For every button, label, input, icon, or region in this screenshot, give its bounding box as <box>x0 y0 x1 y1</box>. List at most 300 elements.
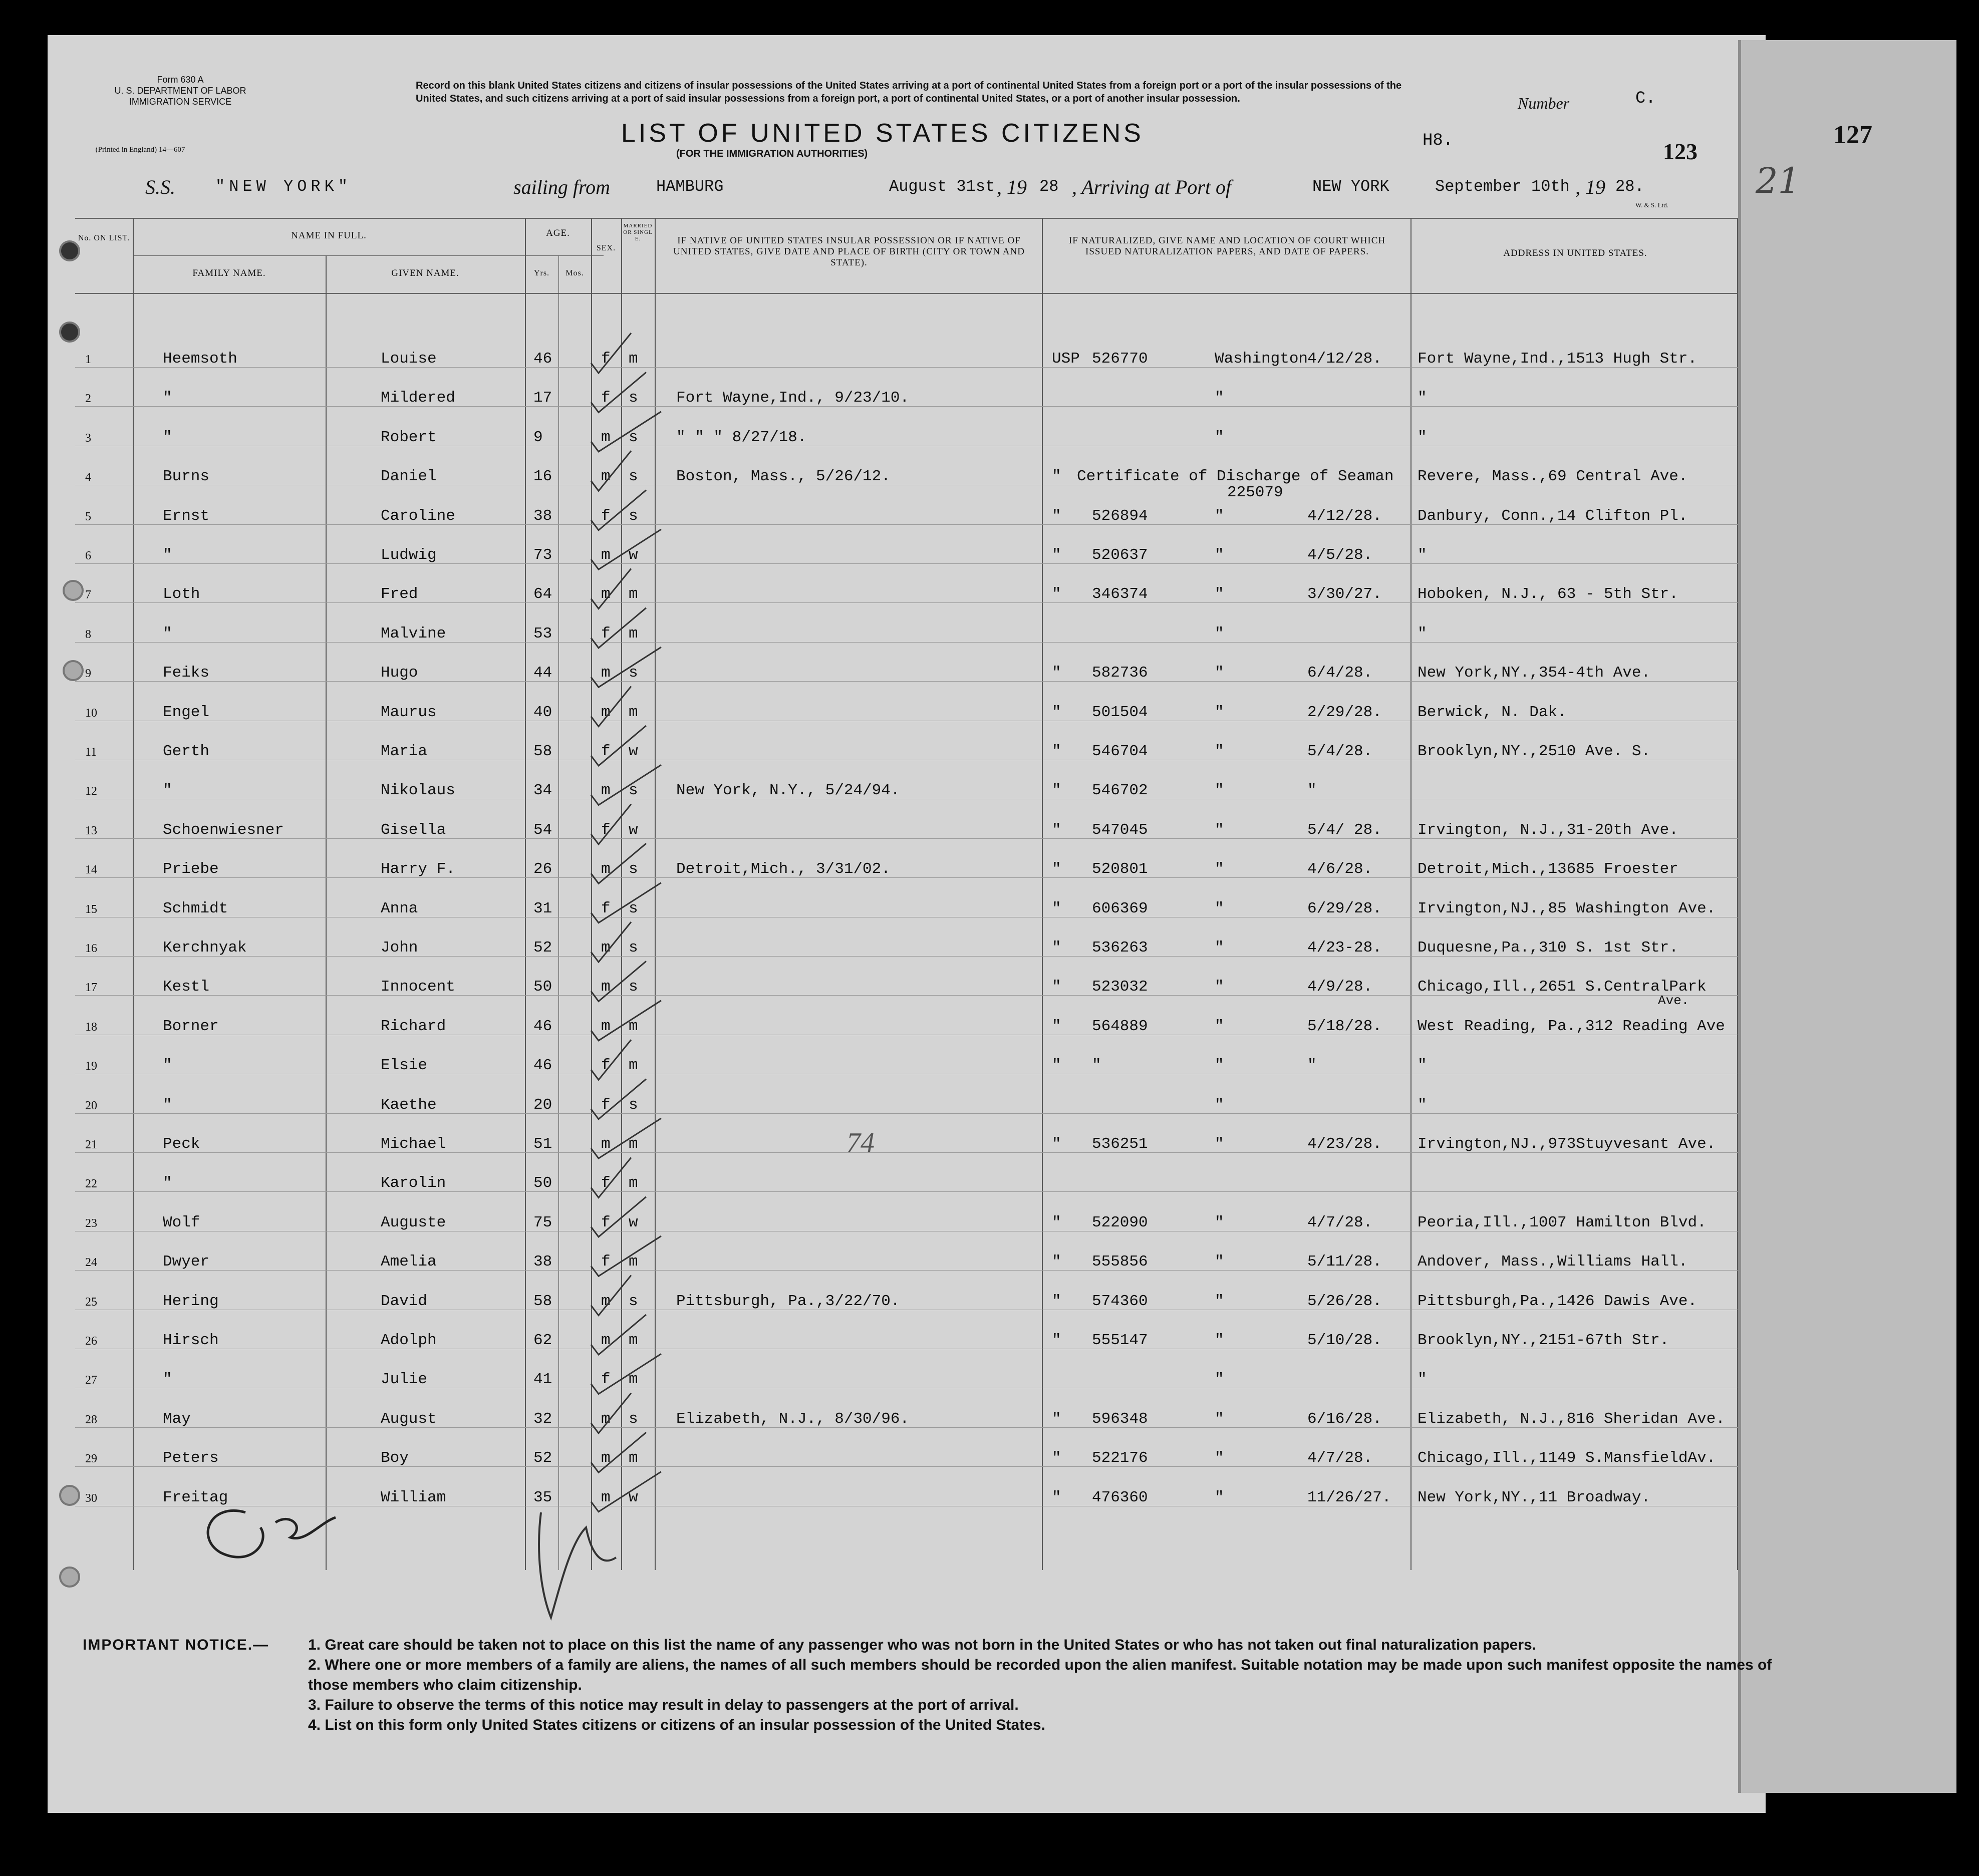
cell-no: 28 <box>85 1413 97 1426</box>
cell-age: 52 <box>533 1449 552 1467</box>
cell-nat-c: " <box>1215 1449 1224 1467</box>
cell-nat-a: " <box>1052 664 1061 682</box>
form-number: Form 630 A <box>157 75 204 85</box>
cell-nat-a: " <box>1052 1292 1061 1310</box>
cell-nat-a: " <box>1052 507 1061 525</box>
cell-no: 1 <box>85 353 91 366</box>
notice-items <box>308 1635 1786 1735</box>
cell-age: 64 <box>533 585 552 603</box>
cell-sex: m <box>601 978 611 996</box>
binder-hole <box>59 1485 80 1506</box>
table-row <box>75 682 1738 721</box>
table-row <box>75 1113 1738 1152</box>
cell-nat-d: 5/10/28. <box>1307 1332 1382 1349</box>
cell-age: 17 <box>533 389 552 407</box>
cell-address: Duquesne,Pa.,310 S. 1st Str. <box>1418 939 1678 957</box>
cell-no: 15 <box>85 902 97 916</box>
department-name: U. S. DEPARTMENT OF LABOR <box>114 86 246 96</box>
cell-sex: m <box>601 703 611 721</box>
cell-ms: m <box>629 703 638 721</box>
cell-ms: m <box>629 1017 638 1035</box>
table-row <box>75 407 1738 446</box>
cell-nat-a: " <box>1052 860 1061 878</box>
col-header-mos: Mos. <box>566 269 584 277</box>
cell-nat-d: 2/29/28. <box>1307 703 1382 721</box>
cell-sex: m <box>601 1449 611 1467</box>
cell-nat-b: 536263 <box>1092 939 1148 957</box>
cell-nat-c: " <box>1215 546 1224 564</box>
cell-given: Malvine <box>381 624 446 643</box>
table-row <box>75 956 1738 1009</box>
cell-birth: Elizabeth, N.J., 8/30/96. <box>676 1410 910 1428</box>
cell-nat-d: 4/6/28. <box>1307 860 1373 878</box>
cell-nat-b: 520637 <box>1092 546 1148 564</box>
table-row <box>75 524 1738 563</box>
cell-family: Hering <box>163 1292 219 1310</box>
page-subtitle: (FOR THE IMMIGRATION AUTHORITIES) <box>676 148 868 159</box>
cell-family: Schmidt <box>163 899 228 917</box>
cell-address: " <box>1418 624 1427 643</box>
port-from: HAMBURG <box>656 177 724 196</box>
cell-nat-b: 523032 <box>1092 978 1148 996</box>
cell-given: Louise <box>381 350 437 368</box>
col-header-address: ADDRESS IN UNITED STATES. <box>1503 248 1647 258</box>
cell-family: Hirsch <box>163 1332 219 1349</box>
cell-address: West Reading, Pa.,312 Reading Ave <box>1418 1017 1725 1035</box>
cell-age: 38 <box>533 1253 552 1271</box>
cell-nat-b: 526894 <box>1092 507 1148 525</box>
col-header-age: AGE. <box>546 228 570 238</box>
table-row <box>75 878 1738 917</box>
table-row <box>75 799 1738 838</box>
cell-age: 50 <box>533 1174 552 1192</box>
cell-nat-c: " <box>1215 703 1224 721</box>
cell-family: " <box>163 624 172 643</box>
check-mark <box>591 333 631 373</box>
cell-sex: m <box>601 468 611 486</box>
col-header-no: No. ON LIST. <box>78 234 130 242</box>
printer-mark: W. & S. Ltd. <box>1635 201 1668 209</box>
cell-sex: m <box>601 664 611 682</box>
table-row <box>75 996 1738 1035</box>
cell-family: " <box>163 546 172 564</box>
cell-no: 12 <box>85 785 97 798</box>
cell-no: 23 <box>85 1216 97 1230</box>
check-mark <box>591 529 661 569</box>
cell-nat-c: " <box>1215 1488 1224 1506</box>
cell-no: 9 <box>85 667 91 681</box>
cell-ms: s <box>629 939 638 957</box>
handwritten-mark: 21 <box>1756 160 1801 201</box>
cell-family: " <box>163 1371 172 1389</box>
check-mark <box>591 1393 631 1433</box>
cell-family: Peck <box>163 1135 200 1153</box>
page-title: LIST OF UNITED STATES CITIZENS <box>621 119 1144 148</box>
cell-sex: f <box>601 1253 611 1271</box>
check-mark <box>591 568 631 608</box>
check-mark <box>591 490 646 530</box>
notice-item: 1. Great care should be taken not to place on this list the name of any passenger who was not born in the United States or who has not taken out final naturalization papers. <box>308 1637 1537 1653</box>
cell-sex: m <box>601 782 611 800</box>
cell-address: Chicago,Ill.,2651 S.CentralPark <box>1418 978 1707 996</box>
cell-family: Ernst <box>163 507 210 525</box>
cell-nat-a: " <box>1052 899 1061 917</box>
cell-nat-c: " <box>1215 507 1224 525</box>
table-row <box>75 838 1738 877</box>
cell-ms: s <box>629 1096 638 1114</box>
cell-given: Maurus <box>381 703 437 721</box>
cell-age: 26 <box>533 860 552 878</box>
page-number: 123 <box>1663 139 1698 164</box>
year-sailed-prefix: , 19 <box>997 176 1027 198</box>
cell-family: Peters <box>163 1449 219 1467</box>
cell-sex: m <box>601 1410 611 1428</box>
cell-age: 38 <box>533 507 552 525</box>
notice-item: 2. Where one or more members of a family are aliens, the names of all such members should be recorded upon the alien manifest. Suitable notation may be made upon such manifest opposite the names of those members who claim citizenship. <box>308 1657 1772 1693</box>
cell-ms: s <box>629 664 638 682</box>
cell-age: 58 <box>533 743 552 760</box>
cell-ms: m <box>629 585 638 603</box>
check-mark <box>591 804 631 844</box>
cell-nat-c: " <box>1215 389 1224 407</box>
cell-ms: s <box>629 782 638 800</box>
cell-given: August <box>381 1410 437 1428</box>
cell-sex: f <box>601 899 611 917</box>
cell-address: " <box>1418 546 1427 564</box>
cell-ms: s <box>629 978 638 996</box>
cell-nat-b: 596348 <box>1092 1410 1148 1428</box>
cell-ms: s <box>629 468 638 486</box>
cell-ms: m <box>629 1371 638 1389</box>
cell-nat-a: " <box>1052 821 1061 839</box>
cell-nat-b: 536251 <box>1092 1135 1148 1153</box>
cell-family: " <box>163 782 172 800</box>
cell-nat-c: " <box>1215 1371 1224 1389</box>
cell-ms: s <box>629 860 638 878</box>
cell-family: " <box>163 389 172 407</box>
cell-family: Loth <box>163 585 200 603</box>
cell-nat-a: " <box>1052 585 1061 603</box>
cell-nat-c: " <box>1215 1213 1224 1231</box>
cell-sex: f <box>601 507 611 525</box>
year-arrival-prefix: , 19 <box>1575 176 1605 198</box>
passenger-table <box>75 218 1738 1570</box>
cell-nat-a: " <box>1052 1213 1061 1231</box>
cell-given: David <box>381 1292 428 1310</box>
cell-no: 18 <box>85 1020 97 1034</box>
cell-ms: m <box>629 1057 638 1075</box>
cell-nat-c: " <box>1215 1410 1224 1428</box>
cell-no: 8 <box>85 628 91 641</box>
cell-nat-c: " <box>1215 1292 1224 1310</box>
cell-given: Maria <box>381 743 428 760</box>
cell-nat-a: " <box>1052 546 1061 564</box>
check-mark <box>591 451 631 491</box>
cell-nat-d: 4/7/28. <box>1307 1449 1373 1467</box>
cell-nat-b: 555147 <box>1092 1332 1148 1349</box>
cell-nat-d: 6/4/28. <box>1307 664 1373 682</box>
cell-no: 20 <box>85 1099 97 1112</box>
cell-family: " <box>163 428 172 446</box>
right-page-number: 127 <box>1833 121 1872 149</box>
cell-given: Ludwig <box>381 546 437 564</box>
table-row <box>75 367 1738 406</box>
cell-age: 73 <box>533 546 552 564</box>
cell-nat-c: " <box>1215 860 1224 878</box>
cell-sex: f <box>601 821 611 839</box>
cell-given: John <box>381 939 418 957</box>
cell-family: Feiks <box>163 664 210 682</box>
cell-no: 22 <box>85 1177 97 1191</box>
table-row <box>75 1388 1738 1427</box>
cell-age: 32 <box>533 1410 552 1428</box>
cell-address: " <box>1418 428 1427 446</box>
cell-nat-e: 225079 <box>1227 484 1283 502</box>
cell-age: 46 <box>533 350 552 368</box>
cell-nat-b: 526770 <box>1092 350 1148 368</box>
cell-sex: m <box>601 546 611 564</box>
cell-address: Berwick, N. Dak. <box>1418 703 1567 721</box>
cell-given: Adolph <box>381 1332 437 1349</box>
cell-no: 21 <box>85 1138 97 1151</box>
cell-given: Auguste <box>381 1213 446 1231</box>
cell-address: Andover, Mass.,Williams Hall. <box>1418 1253 1688 1271</box>
cell-nat-d: 5/18/28. <box>1307 1017 1382 1035</box>
cell-age: 52 <box>533 939 552 957</box>
cell-ms: w <box>629 821 638 839</box>
cell-family: Gerth <box>163 743 210 760</box>
cell-age: 31 <box>533 899 552 917</box>
ship-name: "NEW YORK" <box>215 177 352 196</box>
cell-nat-a: " <box>1052 1057 1061 1075</box>
binder-hole <box>59 1567 80 1588</box>
cell-nat-b: 520801 <box>1092 860 1148 878</box>
cell-address: New York,NY.,11 Broadway. <box>1418 1488 1651 1506</box>
cell-age: 16 <box>533 468 552 486</box>
cell-address: " <box>1418 1371 1427 1389</box>
printed-note: (Printed in England) 14—607 <box>95 146 185 154</box>
cell-nat-c: " <box>1215 624 1224 643</box>
cell-given: Caroline <box>381 507 455 525</box>
cell-nat-a: " <box>1052 468 1061 486</box>
cell-address: Hoboken, N.J., 63 - 5th Str. <box>1418 585 1678 603</box>
cell-no: 14 <box>85 863 97 877</box>
header-bottom-rule <box>75 293 1738 294</box>
table-row <box>75 328 1738 367</box>
cell-nat-c: Washington <box>1215 350 1308 368</box>
cell-nat-a: " <box>1052 743 1061 760</box>
check-mark <box>591 1197 646 1237</box>
check-mark <box>591 1315 646 1355</box>
cell-no: 30 <box>85 1491 97 1505</box>
check-mark <box>591 843 646 883</box>
cell-ms: w <box>629 1488 638 1506</box>
cell-address: Brooklyn,NY.,2151-67th Str. <box>1418 1332 1669 1349</box>
cell-birth: " " " 8/27/18. <box>676 428 807 446</box>
cell-address2: Ave. <box>1658 993 1689 1009</box>
pencil-mark: 74 <box>846 1127 875 1158</box>
col-header-naturalized: IF NATURALIZED, GIVE NAME AND LOCATION OF COURT WHICH ISSUED NATURALIZATION PAPERS, AND DATE OF PAPERS. <box>1068 235 1386 257</box>
cell-nat-c: " <box>1215 664 1224 682</box>
cell-ms: m <box>629 624 638 643</box>
cell-sex: f <box>601 1174 611 1192</box>
hs-label: H8. <box>1423 131 1454 150</box>
cell-nat-c: " <box>1215 585 1224 603</box>
cell-family: Burns <box>163 468 210 486</box>
table-row <box>75 1271 1738 1310</box>
notice-item: 3. Failure to observe the terms of this notice may result in delay to passengers at the port of arrival. <box>308 1697 1019 1713</box>
table-row <box>75 1152 1738 1191</box>
cell-age: 75 <box>533 1213 552 1231</box>
check-mark <box>591 1118 661 1158</box>
col-header-yrs: Yrs. <box>533 269 550 277</box>
table-top-rule <box>75 218 1738 219</box>
cell-ms: s <box>629 1292 638 1310</box>
cell-nat-b: 606369 <box>1092 899 1148 917</box>
cell-nat-d: 5/4/28. <box>1307 743 1373 760</box>
cell-ms: m <box>629 350 638 368</box>
cell-nat-c: " <box>1215 978 1224 996</box>
cell-nat-b: Certificate of Discharge of Seaman <box>1077 468 1394 486</box>
cell-sex: m <box>601 1135 611 1153</box>
cell-nat-c: " <box>1215 743 1224 760</box>
cell-address: Danbury, Conn.,14 Clifton Pl. <box>1418 507 1688 525</box>
check-mark <box>591 961 646 1001</box>
cell-age: 40 <box>533 703 552 721</box>
cell-given: Mildered <box>381 389 455 407</box>
cell-address: Chicago,Ill.,1149 S.MansfieldAv. <box>1418 1449 1716 1467</box>
check-mark <box>591 1236 661 1276</box>
cell-nat-c: " <box>1215 821 1224 839</box>
handwritten-signature <box>190 1482 641 1643</box>
cell-sex: f <box>601 624 611 643</box>
cell-no: 6 <box>85 549 91 562</box>
col-header-married: MARRIED OR SINGLE. <box>623 223 653 242</box>
service-name: IMMIGRATION SERVICE <box>129 97 232 107</box>
cell-nat-d: 4/7/28. <box>1307 1213 1373 1231</box>
table-row <box>75 446 1738 502</box>
cell-ms: s <box>629 507 638 525</box>
check-mark <box>591 883 661 923</box>
cell-age: 46 <box>533 1017 552 1035</box>
cell-age: 9 <box>533 428 543 446</box>
cell-address: Pittsburgh,Pa.,1426 Dawis Ave. <box>1418 1292 1698 1310</box>
table-row <box>75 1035 1738 1074</box>
table-row <box>75 1231 1738 1270</box>
binder-hole <box>63 580 84 601</box>
cell-age: 50 <box>533 978 552 996</box>
binder-hole <box>59 322 80 343</box>
sailing-from-label: sailing from <box>513 176 610 198</box>
cell-nat-a: " <box>1052 1488 1061 1506</box>
check-mark <box>591 608 646 648</box>
cell-family: Priebe <box>163 860 219 878</box>
cell-family: Freitag <box>163 1488 228 1506</box>
cell-nat-d: 4/9/28. <box>1307 978 1373 996</box>
cell-family: Wolf <box>163 1213 200 1231</box>
cell-nat-b: 522090 <box>1092 1213 1148 1231</box>
col-header-given: GIVEN NAME. <box>391 268 459 278</box>
cell-address: Fort Wayne,Ind.,1513 Hugh Str. <box>1418 350 1698 368</box>
check-mark <box>591 1157 631 1197</box>
cell-sex: f <box>601 1057 611 1075</box>
col-header-native: IF NATIVE OF UNITED STATES INSULAR POSSESSION OR IF NATIVE OF UNITED STATES, GIVE DATE AND PLACE OF BIRTH (CITY OR TOWN AND STATE). <box>673 235 1025 268</box>
table-row <box>75 1310 1738 1349</box>
col-header-family: FAMILY NAME. <box>192 268 266 278</box>
cell-nat-a: " <box>1052 1135 1061 1153</box>
name-subhead-rule <box>133 255 604 256</box>
check-mark <box>591 726 646 766</box>
year-arrival: 28. <box>1615 177 1644 196</box>
cell-sex: m <box>601 1332 611 1349</box>
cell-family: " <box>163 1174 172 1192</box>
cell-nat-d: 3/30/27. <box>1307 585 1382 603</box>
cell-sex: m <box>601 860 611 878</box>
cell-age: 62 <box>533 1332 552 1349</box>
number-value: C. <box>1635 89 1656 108</box>
voyage-line <box>145 175 1698 205</box>
cell-ms: m <box>629 1449 638 1467</box>
cell-address: New York,NY.,354-4th Ave. <box>1418 664 1651 682</box>
cell-family: Schoenwiesner <box>163 821 284 839</box>
cell-age: 54 <box>533 821 552 839</box>
cell-age: 20 <box>533 1096 552 1114</box>
cell-given: Robert <box>381 428 437 446</box>
cell-nat-a: " <box>1052 1449 1061 1467</box>
number-label: Number <box>1518 94 1570 112</box>
cell-given: Hugo <box>381 664 418 682</box>
cell-birth: Pittsburgh, Pa.,3/22/70. <box>676 1292 900 1310</box>
cell-ms: m <box>629 1332 638 1349</box>
cell-family: Heemsoth <box>163 350 237 368</box>
table-row <box>75 603 1738 642</box>
cell-given: Innocent <box>381 978 455 996</box>
cell-nat-b: 574360 <box>1092 1292 1148 1310</box>
table-row <box>75 485 1738 524</box>
form-block <box>105 74 255 107</box>
cell-nat-a: " <box>1052 1332 1061 1349</box>
cell-ms: s <box>629 389 638 407</box>
cell-birth: Fort Wayne,Ind., 9/23/10. <box>676 389 910 407</box>
cell-nat-c: " <box>1215 1253 1224 1271</box>
cell-sex: f <box>601 389 611 407</box>
cell-nat-b: 346374 <box>1092 585 1148 603</box>
cell-sex: m <box>601 428 611 446</box>
table-row <box>75 721 1738 760</box>
cell-no: 17 <box>85 981 97 995</box>
cell-given: Nikolaus <box>381 782 455 800</box>
cell-nat-a: USP <box>1052 350 1080 368</box>
check-mark <box>591 1432 646 1472</box>
cell-sex: f <box>601 1096 611 1114</box>
cell-no: 27 <box>85 1374 97 1387</box>
cell-ms: m <box>629 1135 638 1153</box>
cell-nat-d: 4/12/28. <box>1307 350 1382 368</box>
cell-nat-a: " <box>1052 939 1061 957</box>
cell-address: " <box>1418 1096 1427 1114</box>
cell-family: Kestl <box>163 978 210 996</box>
cell-no: 13 <box>85 824 97 837</box>
cell-nat-b: 546704 <box>1092 743 1148 760</box>
cell-nat-b: 522176 <box>1092 1449 1148 1467</box>
cell-nat-a: " <box>1052 1410 1061 1428</box>
cell-no: 19 <box>85 1060 97 1073</box>
cell-no: 5 <box>85 510 91 523</box>
cell-nat-d: 4/23/28. <box>1307 1135 1382 1153</box>
cell-no: 24 <box>85 1256 97 1270</box>
col-header-name: NAME IN FULL. <box>291 230 367 241</box>
cell-nat-a: " <box>1052 1017 1061 1035</box>
